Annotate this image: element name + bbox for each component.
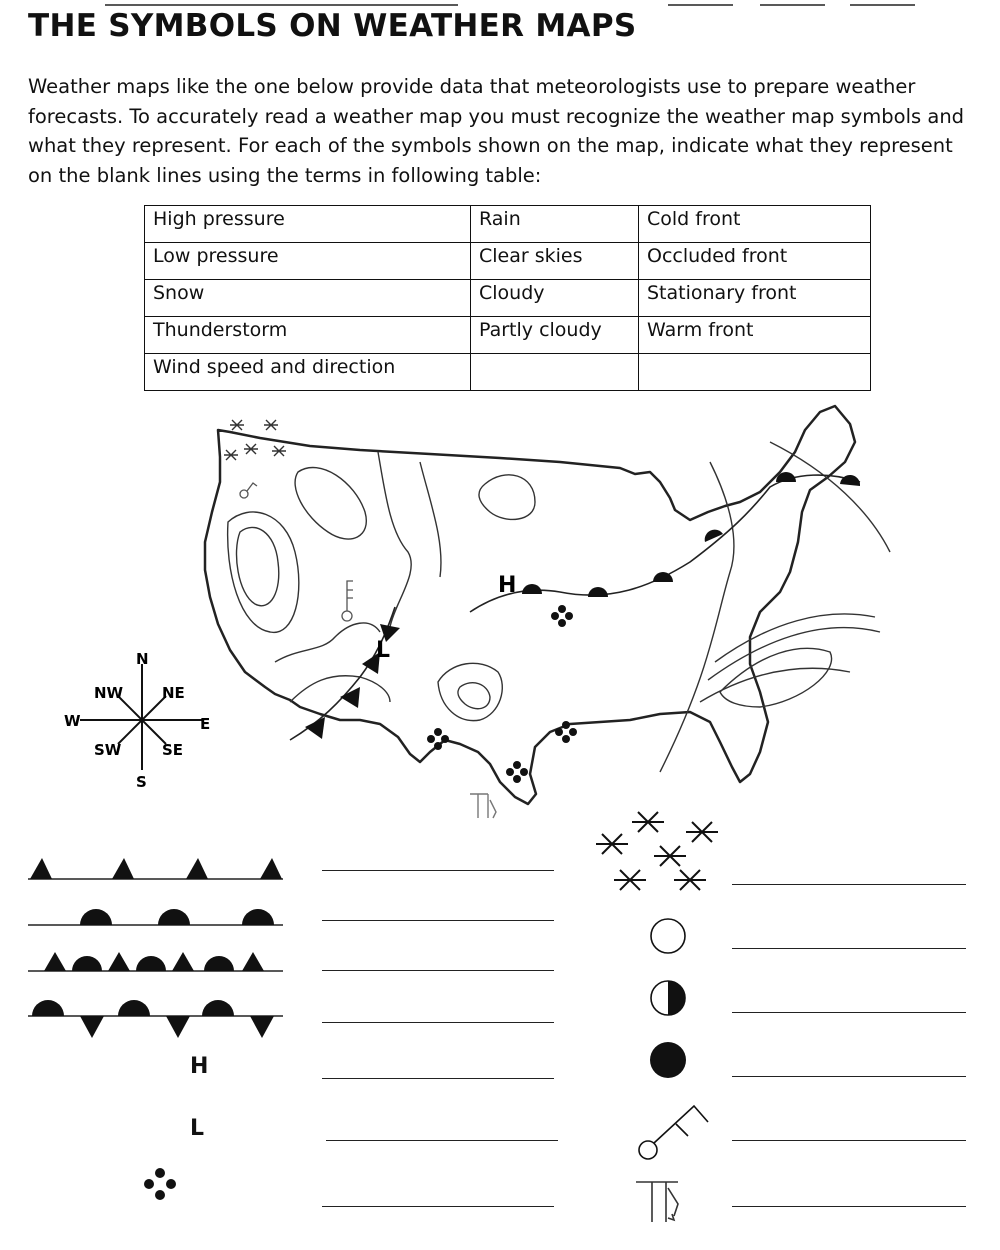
answer-line-cloudy[interactable] <box>732 1076 966 1077</box>
compass-rose <box>64 650 210 791</box>
thunderstorm-icon <box>632 1176 702 1226</box>
table-cell: Rain <box>471 206 639 243</box>
high-pressure-symbol: H <box>190 1054 209 1079</box>
answer-line-rain[interactable] <box>322 1206 554 1207</box>
table-row <box>145 317 871 354</box>
table-cell: Occluded front <box>639 243 871 280</box>
compass-sw: SW <box>94 741 122 759</box>
us-outline <box>205 406 855 804</box>
table-row <box>145 206 871 243</box>
table-cell: Warm front <box>639 317 871 354</box>
answer-line-cold-front[interactable] <box>322 870 554 871</box>
page-title: THE SYMBOLS ON WEATHER MAPS <box>28 8 637 44</box>
terms-table <box>144 205 871 391</box>
table-row <box>145 243 871 280</box>
compass-se: SE <box>162 741 184 759</box>
answer-line-clear-skies[interactable] <box>732 948 966 949</box>
table-cell <box>471 354 639 391</box>
table-cell: Stationary front <box>639 280 871 317</box>
partly-cloudy-icon <box>648 978 688 1018</box>
compass-s: S <box>136 773 147 791</box>
stationary-front-icon <box>28 994 288 1044</box>
answer-line-wind[interactable] <box>732 1140 966 1141</box>
us-weather-map <box>60 402 900 822</box>
snow-icon <box>594 808 730 900</box>
answer-line-warm-front[interactable] <box>322 920 554 921</box>
compass-nw: NW <box>94 684 124 702</box>
table-cell <box>639 354 871 391</box>
table-cell: Clear skies <box>471 243 639 280</box>
cold-front-icon <box>28 852 288 882</box>
warm-front-icon <box>28 898 288 928</box>
occluded-front-icon <box>28 944 288 974</box>
answer-line-low-pressure[interactable] <box>326 1140 558 1141</box>
compass-w: W <box>64 712 81 730</box>
answer-line-high-pressure[interactable] <box>322 1078 554 1079</box>
compass-n: N <box>136 650 149 668</box>
table-cell: Low pressure <box>145 243 471 280</box>
table-cell: High pressure <box>145 206 471 243</box>
intro-paragraph: Weather maps like the one below provide data that meteorologists use to prepare weather forecasts. To accurately read a weather map you must recognize the weather map symbols and what they represent. For each of the symbols shown on the map, indicate what they represent on the blank lines using the terms in following table: <box>28 75 965 187</box>
answer-line-snow[interactable] <box>732 884 966 885</box>
table-cell: Thunderstorm <box>145 317 471 354</box>
table-cell: Snow <box>145 280 471 317</box>
table-cell: Cloudy <box>471 280 639 317</box>
answer-line-occluded-front[interactable] <box>322 970 554 971</box>
cloudy-icon <box>648 1040 688 1080</box>
rain-icon <box>140 1164 180 1204</box>
answer-line-partly-cloudy[interactable] <box>732 1012 966 1013</box>
low-pressure-symbol: L <box>190 1116 205 1141</box>
map-low-label: L <box>376 638 391 663</box>
compass-e: E <box>200 715 211 733</box>
answer-line-thunderstorm[interactable] <box>732 1206 966 1207</box>
answer-line-stationary-front[interactable] <box>322 1022 554 1023</box>
map-high-label: H <box>498 573 517 598</box>
table-row <box>145 280 871 317</box>
wind-speed-direction-icon <box>632 1094 718 1164</box>
table-cell: Cold front <box>639 206 871 243</box>
compass-ne: NE <box>162 684 185 702</box>
table-row <box>145 354 871 391</box>
table-cell: Wind speed and direction <box>145 354 471 391</box>
table-cell: Partly cloudy <box>471 317 639 354</box>
clear-skies-icon <box>648 916 688 956</box>
